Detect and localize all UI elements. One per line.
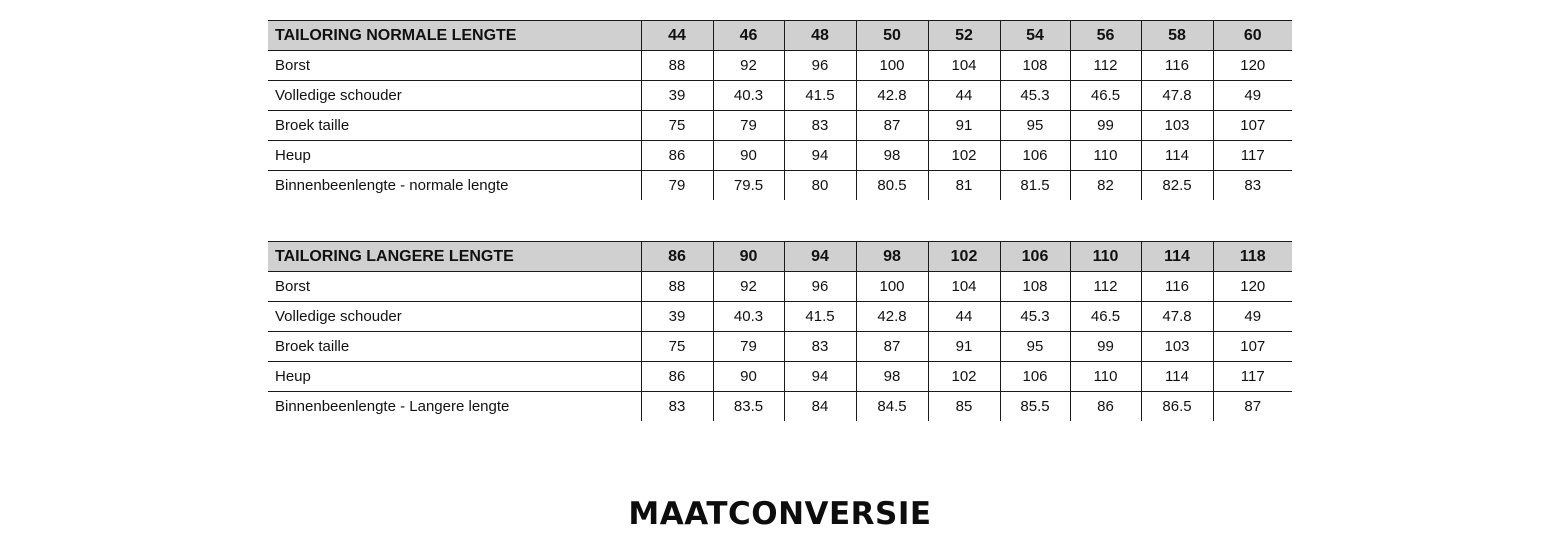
table-cell: 116 [1141, 272, 1213, 302]
size-header: 52 [928, 21, 1000, 51]
table-cell: 91 [928, 111, 1000, 141]
table-cell: 99 [1070, 111, 1141, 141]
table-cell: 94 [784, 141, 856, 171]
table-cell: 47.8 [1141, 81, 1213, 111]
table-cell: 40.3 [713, 302, 784, 332]
size-header: 46 [713, 21, 784, 51]
table-cell: 86 [1070, 392, 1141, 422]
table-cell: 87 [856, 111, 928, 141]
table-cell: 81.5 [1000, 171, 1070, 201]
table-cell: 46.5 [1070, 81, 1141, 111]
table-cell: 42.8 [856, 302, 928, 332]
table-cell: 83 [641, 392, 713, 422]
table-cell: 44 [928, 81, 1000, 111]
table-cell: 83 [784, 332, 856, 362]
table-cell: 83 [1213, 171, 1292, 201]
table-cell: 91 [928, 332, 1000, 362]
table-cell: 96 [784, 272, 856, 302]
table-row [268, 141, 1292, 171]
table-cell: 41.5 [784, 81, 856, 111]
table-cell: 103 [1141, 111, 1213, 141]
table-cell: 114 [1141, 141, 1213, 171]
table-cell: 107 [1213, 332, 1292, 362]
row-label: Borst [268, 51, 641, 81]
table-cell: 106 [1000, 362, 1070, 392]
table-cell: 87 [856, 332, 928, 362]
table-cell: 42.8 [856, 81, 928, 111]
size-header: 118 [1213, 242, 1292, 272]
table-header-row [268, 242, 1292, 272]
table-cell: 100 [856, 51, 928, 81]
table-cell: 49 [1213, 81, 1292, 111]
table-title: TAILORING NORMALE LENGTE [268, 21, 641, 51]
row-label: Binnenbeenlengte - Langere lengte [275, 398, 510, 415]
size-header: 54 [1000, 21, 1070, 51]
table-cell: 75 [641, 332, 713, 362]
row-label: Heup [268, 141, 641, 171]
size-table-normale-lengte [268, 20, 1292, 200]
table-cell: 90 [713, 141, 784, 171]
table-cell: 92 [713, 272, 784, 302]
size-header: 94 [784, 242, 856, 272]
table-cell: 108 [1000, 51, 1070, 81]
table-cell: 39 [641, 81, 713, 111]
table-row [268, 362, 1292, 392]
table-cell: 82.5 [1141, 171, 1213, 201]
table-cell: 104 [928, 51, 1000, 81]
table-row [268, 302, 1292, 332]
table-cell: 41.5 [784, 302, 856, 332]
size-header: 48 [784, 21, 856, 51]
table-row [268, 81, 1292, 111]
table-cell: 102 [928, 141, 1000, 171]
row-label: Borst [268, 272, 641, 302]
table-cell: 107 [1213, 111, 1292, 141]
table-cell: 102 [928, 362, 1000, 392]
size-header: 106 [1000, 242, 1070, 272]
table-cell: 39 [641, 302, 713, 332]
row-label: Heup [268, 362, 641, 392]
table-cell: 117 [1213, 362, 1292, 392]
table-cell: 79.5 [713, 171, 784, 201]
table-cell: 90 [713, 362, 784, 392]
table-cell: 88 [641, 51, 713, 81]
table-cell: 75 [641, 111, 713, 141]
table-cell: 87 [1213, 392, 1292, 422]
row-label: Broek taille [268, 111, 641, 141]
table-cell: 45.3 [1000, 302, 1070, 332]
table-cell: 82 [1070, 171, 1141, 201]
table-cell: 112 [1070, 51, 1141, 81]
table-row [268, 51, 1292, 81]
table-cell: 81 [928, 171, 1000, 201]
table-cell: 83.5 [713, 392, 784, 422]
table-row [268, 392, 1292, 422]
table-row [268, 272, 1292, 302]
table-cell: 98 [856, 362, 928, 392]
table-cell: 86 [641, 362, 713, 392]
size-header: 110 [1070, 242, 1141, 272]
table-cell: 49 [1213, 302, 1292, 332]
table-cell: 79 [713, 111, 784, 141]
table-row [268, 332, 1292, 362]
table-cell: 110 [1070, 362, 1141, 392]
table-cell: 108 [1000, 272, 1070, 302]
table-cell: 112 [1070, 272, 1141, 302]
table-cell: 79 [641, 171, 713, 201]
table-cell: 94 [784, 362, 856, 392]
table-cell: 103 [1141, 332, 1213, 362]
size-header: 114 [1141, 242, 1213, 272]
table-cell: 85.5 [1000, 392, 1070, 422]
table-cell: 83 [784, 111, 856, 141]
table-cell: 44 [928, 302, 1000, 332]
table-title: TAILORING LANGERE LENGTE [268, 242, 641, 272]
table-cell: 85 [928, 392, 1000, 422]
table-cell: 45.3 [1000, 81, 1070, 111]
size-header: 102 [928, 242, 1000, 272]
size-table-langere-lengte [268, 241, 1292, 421]
table-cell: 120 [1213, 51, 1292, 81]
size-header: 56 [1070, 21, 1141, 51]
table-cell: 88 [641, 272, 713, 302]
row-label: Broek taille [268, 332, 641, 362]
table-cell: 40.3 [713, 81, 784, 111]
table-cell: 98 [856, 141, 928, 171]
table-cell: 96 [784, 51, 856, 81]
size-header: 86 [641, 242, 713, 272]
table-cell: 95 [1000, 332, 1070, 362]
table-cell: 80 [784, 171, 856, 201]
table-cell: 117 [1213, 141, 1292, 171]
table-cell: 104 [928, 272, 1000, 302]
table-header-row [268, 21, 1292, 51]
table-cell: 110 [1070, 141, 1141, 171]
table-cell: 47.8 [1141, 302, 1213, 332]
table-cell: 86 [641, 141, 713, 171]
size-header: 60 [1213, 21, 1292, 51]
row-label: Binnenbeenlengte - normale lengte [275, 177, 509, 194]
size-header: 90 [713, 242, 784, 272]
row-label: Volledige schouder [268, 81, 641, 111]
table-cell: 86.5 [1141, 392, 1213, 422]
row-label: Volledige schouder [268, 302, 641, 332]
table-cell: 114 [1141, 362, 1213, 392]
table-cell: 116 [1141, 51, 1213, 81]
table-cell: 46.5 [1070, 302, 1141, 332]
size-header: 98 [856, 242, 928, 272]
table-cell: 84.5 [856, 392, 928, 422]
table-row [268, 171, 1292, 201]
section-title-maatconversie: MAATCONVERSIE [628, 496, 932, 532]
table-cell: 84 [784, 392, 856, 422]
table-row [268, 111, 1292, 141]
table-cell: 95 [1000, 111, 1070, 141]
table-cell: 100 [856, 272, 928, 302]
size-header: 50 [856, 21, 928, 51]
table-cell: 120 [1213, 272, 1292, 302]
table-cell: 106 [1000, 141, 1070, 171]
table-cell: 80.5 [856, 171, 928, 201]
size-header: 44 [641, 21, 713, 51]
table-cell: 79 [713, 332, 784, 362]
size-header: 58 [1141, 21, 1213, 51]
table-cell: 92 [713, 51, 784, 81]
table-cell: 99 [1070, 332, 1141, 362]
